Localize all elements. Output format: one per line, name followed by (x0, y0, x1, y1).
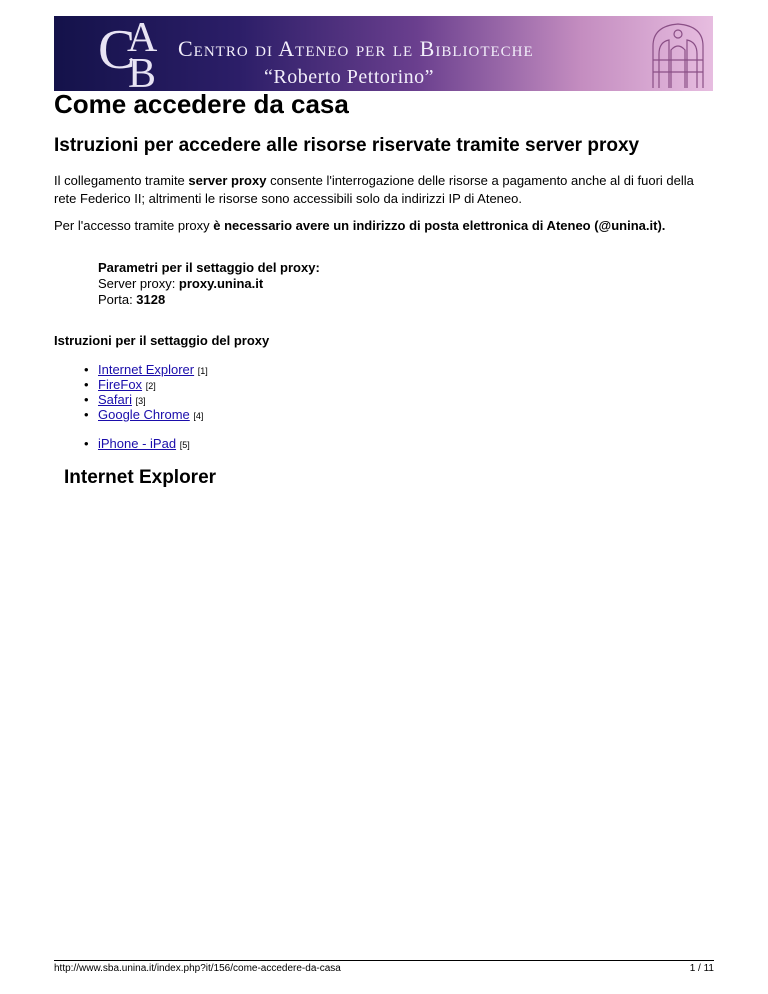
footer-url: http://www.sba.unina.it/index.php?it/156/come-accedere-da-casa (54, 963, 341, 974)
reference-marker: [5] (179, 440, 190, 450)
list-item (84, 362, 208, 377)
list-item (84, 436, 190, 451)
browser-link-list (84, 362, 208, 422)
server-proxy-value: proxy.unina.it (178, 276, 264, 291)
section-heading-internet-explorer: Internet Explorer (64, 467, 217, 488)
bullet-icon: • (84, 362, 89, 377)
link-iphone-ipad[interactable]: iPhone - iPad (98, 436, 177, 451)
email-requirement-emphasis: è necessario avere un indirizzo di posta elettronica di Ateneo (@unina.it). (213, 218, 666, 233)
bullet-icon: • (84, 392, 89, 407)
instructions-heading: Istruzioni per il settaggio del proxy (54, 333, 270, 348)
link-internet-explorer[interactable]: Internet Explorer (98, 362, 195, 377)
intro-paragraph: Il collegamento tramite server proxy consente l'interrogazione delle risorse a pagamento anche al di fuori della rete Federico II; altrimenti le risorse sono accessibili solo da indirizzi IP di Ateneo. (54, 173, 694, 206)
requirement-paragraph: Per l'accesso tramite proxy è necessario avere un indirizzo di posta elettronica di Ateneo (@unina.it). (54, 218, 666, 233)
list-item (84, 392, 208, 407)
banner-title: Centro di Ateneo per le Biblioteche (178, 36, 534, 61)
building-illustration-icon (649, 20, 707, 90)
list-item (84, 377, 208, 392)
proxy-parameters (98, 260, 498, 308)
list-item (84, 407, 208, 422)
footer-divider (54, 960, 714, 961)
server-proxy-row: Server proxy: proxy.unina.it (98, 276, 264, 291)
logo-letter-c: C (98, 19, 136, 81)
device-link-list (84, 436, 190, 451)
port-value: 3128 (136, 292, 166, 307)
parameters-heading: Parametri per il settaggio del proxy: (98, 260, 320, 275)
header-banner (54, 16, 713, 91)
footer-page-number: 1 / 11 (689, 963, 714, 974)
banner-subtitle: “Roberto Pettorino” (264, 66, 435, 88)
port-row: Porta: 3128 (98, 292, 166, 307)
link-safari[interactable]: Safari (98, 392, 132, 407)
bullet-icon: • (84, 377, 89, 392)
server-proxy-emphasis: server proxy (188, 173, 267, 188)
reference-marker: [2] (145, 381, 156, 391)
page-title: Come accedere da casa (54, 89, 349, 119)
link-firefox[interactable]: FireFox (98, 377, 143, 392)
bullet-icon: • (84, 436, 89, 451)
logo-letter-a: A (127, 16, 158, 61)
reference-marker: [4] (193, 411, 204, 421)
reference-marker: [3] (135, 396, 146, 406)
reference-marker: [1] (197, 366, 208, 376)
logo-letter-b: B (128, 51, 157, 91)
link-google-chrome[interactable]: Google Chrome (98, 407, 190, 422)
page-subtitle: Istruzioni per accedere alle risorse riservate tramite server proxy (54, 135, 640, 156)
bullet-icon: • (84, 407, 89, 422)
